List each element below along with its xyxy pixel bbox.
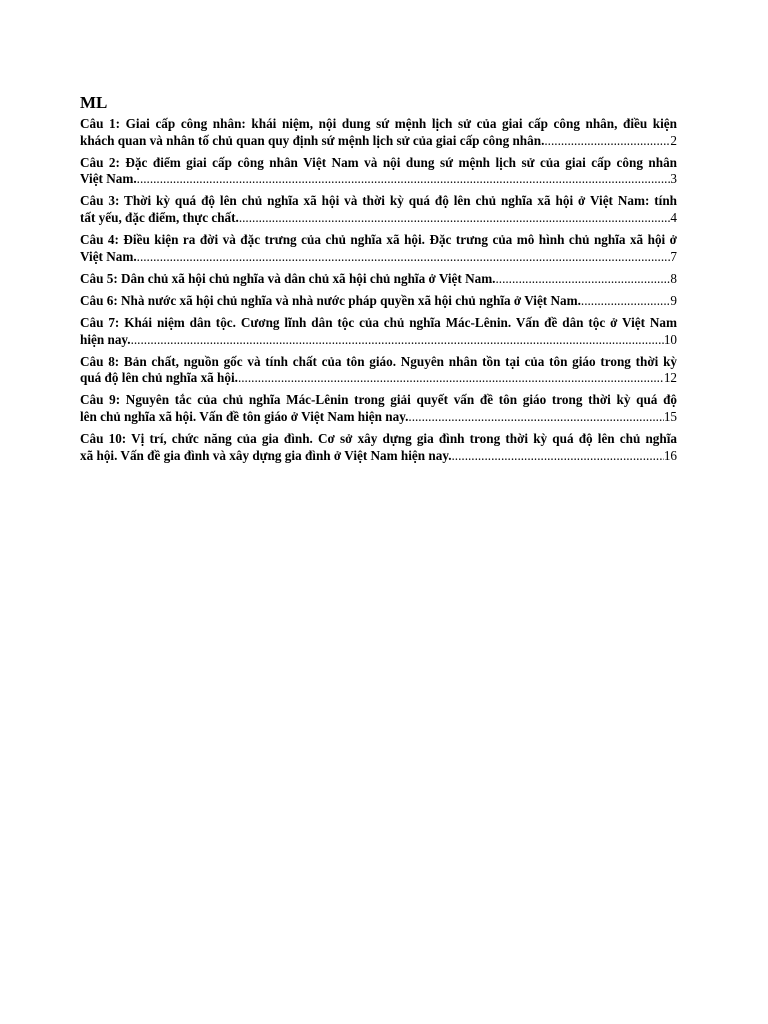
toc-dot-leader bbox=[544, 133, 670, 150]
table-of-contents bbox=[80, 116, 677, 464]
toc-entry-last-line bbox=[80, 271, 677, 288]
toc-entry-heading-line: Câu 8: Bản chất, nguồn gốc và tính chất của tôn giáo. Nguyên nhân tồn tại của tôn giáo trong thời kỳ bbox=[80, 353, 677, 369]
toc-entry-heading-tail: hiện nay. bbox=[80, 331, 131, 347]
toc-entry-last-line bbox=[80, 171, 677, 188]
toc-entry-heading-line: Câu 9: Nguyên tắc của chủ nghĩa Mác-Lênin trong giải quyết vấn đề tôn giáo trong thời kỳ quá độ bbox=[80, 392, 677, 408]
toc-page-number: 8 bbox=[670, 270, 677, 286]
toc-entry-last-line bbox=[80, 370, 677, 387]
toc-entry-heading-line: Câu 7: Khái niệm dân tộc. Cương lĩnh dân tộc của chủ nghĩa Mác-Lênin. Vấn đề dân tộc ở Việt Nam bbox=[80, 314, 677, 330]
toc-entry[interactable] bbox=[80, 116, 677, 149]
toc-page-number: 7 bbox=[670, 248, 677, 264]
toc-entry-heading-tail: lên chủ nghĩa xã hội. Vấn đề tôn giáo ở Việt Nam hiện nay. bbox=[80, 408, 409, 424]
toc-page-number: 16 bbox=[663, 447, 677, 463]
toc-entry-heading-tail: tất yếu, đặc điểm, thực chất. bbox=[80, 209, 239, 225]
toc-entry-last-line bbox=[80, 409, 677, 426]
toc-entry-heading-tail: quá độ lên chủ nghĩa xã hội. bbox=[80, 370, 238, 386]
toc-entry-heading-tail: Câu 6: Nhà nước xã hội chủ nghĩa và nhà nước pháp quyền xã hội chủ nghĩa ở Việt Nam. bbox=[80, 292, 581, 308]
toc-entry-heading-tail: khách quan và nhân tố chủ quan quy định sứ mệnh lịch sử của giai cấp công nhân. bbox=[80, 132, 545, 148]
toc-entry-last-line bbox=[80, 133, 677, 150]
toc-entry-last-line bbox=[80, 210, 677, 227]
toc-page-number: 3 bbox=[670, 171, 677, 187]
toc-entry-heading-line: Câu 2: Đặc điểm giai cấp công nhân Việt Nam và nội dung sứ mệnh lịch sử của giai cấp công nhân bbox=[80, 154, 677, 170]
toc-entry-last-line bbox=[80, 448, 677, 465]
toc-page-number: 12 bbox=[663, 370, 677, 386]
toc-entry[interactable] bbox=[80, 431, 677, 464]
toc-dot-leader bbox=[131, 332, 664, 349]
toc-entry[interactable] bbox=[80, 193, 677, 226]
toc-dot-leader bbox=[408, 409, 663, 426]
toc-entry-heading-line: Câu 1: Giai cấp công nhân: khái niệm, nội dung sứ mệnh lịch sử của giai cấp công nhân, điều kiện bbox=[80, 116, 677, 131]
toc-dot-leader bbox=[581, 293, 671, 310]
toc-dot-leader bbox=[137, 249, 671, 266]
toc-entry-last-line bbox=[80, 293, 677, 310]
toc-entry-heading-tail: Việt Nam. bbox=[80, 248, 137, 264]
toc-dot-leader bbox=[238, 370, 664, 387]
toc-page-number: 2 bbox=[670, 132, 677, 148]
toc-dot-leader bbox=[137, 171, 671, 188]
toc-entry-heading-tail: Việt Nam. bbox=[80, 171, 137, 187]
toc-entry[interactable] bbox=[80, 392, 677, 425]
toc-entry-heading-tail: Câu 5: Dân chủ xã hội chủ nghĩa và dân chủ xã hội chủ nghĩa ở Việt Nam. bbox=[80, 270, 496, 286]
toc-entry-heading-line: Câu 4: Điều kiện ra đời và đặc trưng của chủ nghĩa xã hội. Đặc trưng của mô hình chủ nghĩa xã hội ở bbox=[80, 232, 677, 248]
toc-page-number: 15 bbox=[663, 408, 677, 424]
toc-entry[interactable] bbox=[80, 271, 677, 288]
toc-page-number: 9 bbox=[670, 292, 677, 308]
toc-entry[interactable] bbox=[80, 315, 677, 348]
toc-entry[interactable] bbox=[80, 293, 677, 310]
toc-entry-last-line bbox=[80, 332, 677, 349]
toc-title: ML bbox=[80, 93, 108, 112]
toc-page-number: 4 bbox=[670, 209, 677, 225]
toc-entry-heading-tail: xã hội. Vấn đề gia đình và xây dựng gia đình ở Việt Nam hiện nay. bbox=[80, 447, 452, 463]
document-page bbox=[80, 92, 677, 470]
toc-entry-heading-line: Câu 3: Thời kỳ quá độ lên chủ nghĩa xã hội và thời kỳ quá độ lên chủ nghĩa xã hội ở Việt Nam: tính bbox=[80, 193, 677, 209]
toc-entry[interactable] bbox=[80, 232, 677, 265]
toc-entry[interactable] bbox=[80, 354, 677, 387]
toc-entry[interactable] bbox=[80, 155, 677, 188]
toc-dot-leader bbox=[239, 210, 671, 227]
toc-entry-heading-line: Câu 10: Vị trí, chức năng của gia đình. Cơ sở xây dựng gia đình trong thời kỳ quá độ lên chủ nghĩa bbox=[80, 431, 677, 446]
toc-dot-leader bbox=[452, 448, 664, 465]
toc-entry-last-line bbox=[80, 249, 677, 266]
toc-dot-leader bbox=[495, 271, 670, 288]
toc-page-number: 10 bbox=[663, 331, 677, 347]
